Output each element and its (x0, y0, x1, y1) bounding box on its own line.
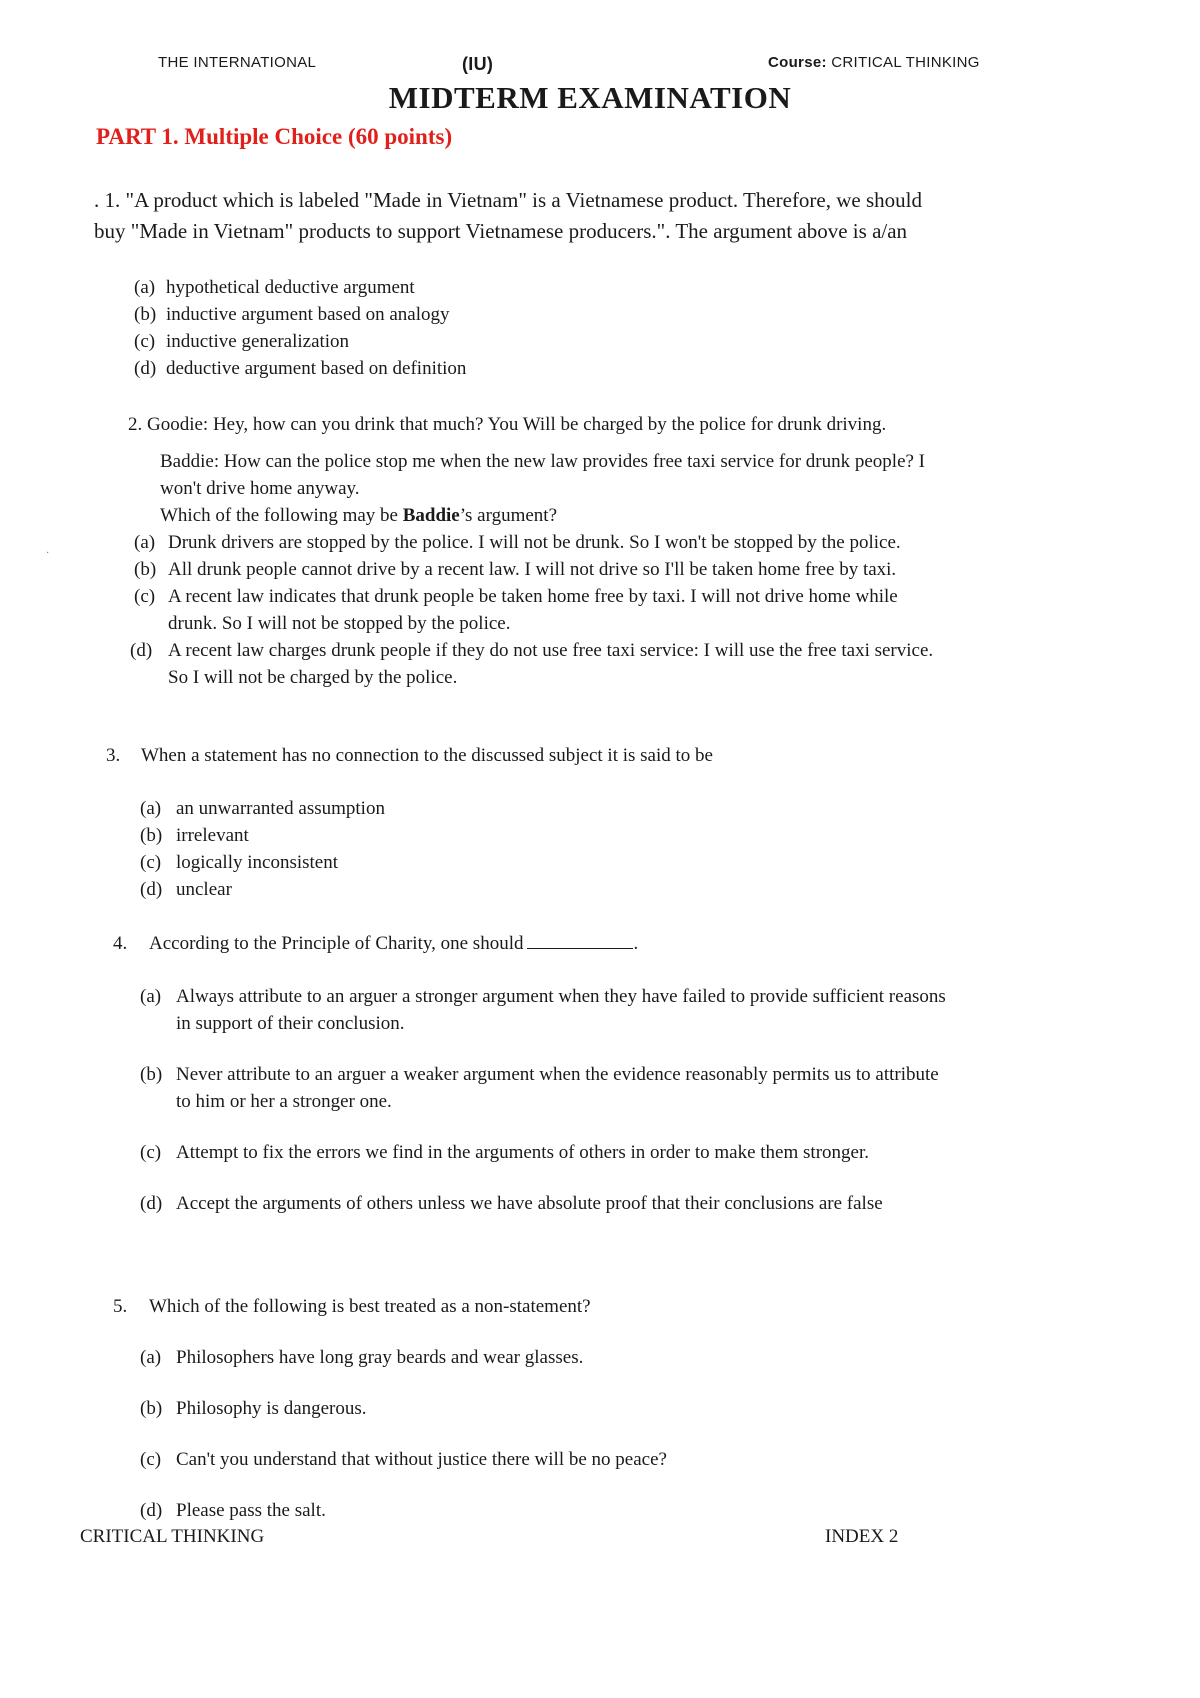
q1-option-d-label: (d) (134, 358, 157, 379)
q5-option-b-label: (b) (140, 1398, 163, 1419)
q2-option-b-label: (b) (134, 559, 157, 580)
q3-text: When a statement has no connection to the discussed subject it is said to be (141, 745, 713, 766)
q4-option-b-text-line2: to him or her a stronger one. (176, 1091, 392, 1112)
q3-option-a-label: (a) (140, 798, 162, 819)
q3-option-d-text: unclear (176, 879, 232, 900)
q5-option-b-text: Philosophy is dangerous. (176, 1398, 367, 1419)
q4-text: According to the Principle of Charity, one should (149, 933, 524, 954)
q1-option-d-text: deductive argument based on definition (166, 358, 467, 379)
q4-end: . (633, 933, 639, 954)
q2-option-b-text: All drunk people cannot drive by a recent law. I will not drive so I'll be taken home free by taxi. (168, 559, 897, 580)
q4-stem (149, 932, 638, 956)
header-course-label: Course: (768, 54, 827, 71)
q4-option-b-text-line1: Never attribute to an arguer a weaker argument when the evidence reasonably permits us to attribute (176, 1064, 939, 1085)
q4-option-c-label: (c) (140, 1142, 162, 1163)
q2-option-c-text-line2: drunk. So I will not be stopped by the police. (168, 613, 511, 634)
header-institution: THE INTERNATIONAL (158, 54, 317, 71)
q5-option-c-label: (c) (140, 1449, 162, 1470)
page-title: MIDTERM EXAMINATION (388, 80, 792, 115)
part1-title: PART 1. Multiple Choice (60 points) (96, 124, 453, 149)
header-abbrev: (IU) (462, 54, 494, 74)
q1-option-a-text: hypothetical deductive argument (166, 277, 415, 298)
q4-number: 4. (113, 933, 128, 954)
q2-prompt-suffix: ’s argument? (459, 505, 558, 526)
q3-option-c-label: (c) (140, 852, 162, 873)
q2-option-c-label: (c) (134, 586, 156, 607)
q4-option-d-label: (d) (140, 1193, 163, 1214)
q5-option-d-label: (d) (140, 1500, 163, 1521)
q3-number: 3. (106, 745, 121, 766)
q2-option-d-text-line2: So I will not be charged by the police. (168, 667, 458, 688)
q2-option-c-text-line1: A recent law indicates that drunk people be taken home free by taxi. I will not drive home while (168, 586, 898, 607)
q3-option-d-label: (d) (140, 879, 163, 900)
q2-option-d-label: (d) (130, 640, 153, 661)
q2-prompt (160, 504, 557, 528)
q4-option-d-text: Accept the arguments of others unless we have absolute proof that their conclusions are false (176, 1193, 883, 1214)
q5-option-a-label: (a) (140, 1347, 162, 1368)
q4-option-c-text: Attempt to fix the errors we find in the arguments of others in order to make them stronger. (176, 1142, 869, 1163)
footer-course: CRITICAL THINKING (80, 1526, 265, 1547)
q2-goodie-line: 2. Goodie: Hey, how can you drink that much? You Will be charged by the police for drunk driving. (128, 414, 887, 435)
q4-option-a-text-line1: Always attribute to an arguer a stronger argument when they have failed to provide sufficient reasons (176, 986, 946, 1007)
q5-option-d-text: Please pass the salt. (176, 1500, 326, 1521)
q2-option-d-text-line1: A recent law charges drunk people if they do not use free taxi service: I will use the free taxi service. (168, 640, 934, 661)
q4-option-b-label: (b) (140, 1064, 163, 1085)
q5-option-a-text: Philosophers have long gray beards and wear glasses. (176, 1347, 584, 1368)
q1-option-c-label: (c) (134, 331, 156, 352)
q2-prompt-prefix: Which of the following may be (160, 505, 403, 526)
q2-prompt-bold: Baddie (402, 505, 460, 526)
q1-text-line1: . 1. "A product which is labeled "Made in Vietnam" is a Vietnamese product. Therefore, we should (94, 188, 922, 212)
q1-option-c-text: inductive generalization (166, 331, 350, 352)
q4-option-a-label: (a) (140, 986, 162, 1007)
q1-text-line2: buy "Made in Vietnam" products to support Vietnamese producers.". The argument above is a/an (94, 219, 908, 243)
margin-dot: · (46, 548, 50, 559)
header-course-name: CRITICAL THINKING (831, 54, 980, 71)
q1-option-a-label: (a) (134, 277, 156, 298)
q2-baddie-line2: won't drive home anyway. (160, 478, 360, 499)
footer-page-index: INDEX 2 (825, 1526, 899, 1547)
q2-option-a-text: Drunk drivers are stopped by the police. I will not be drunk. So I won't be stopped by the police. (168, 532, 901, 553)
q2-option-a-label: (a) (134, 532, 156, 553)
q5-number: 5. (113, 1296, 128, 1317)
q4-answer-blank (527, 932, 633, 949)
q3-option-b-text: irrelevant (176, 825, 249, 846)
header-course (768, 54, 980, 71)
q3-option-b-label: (b) (140, 825, 163, 846)
q5-option-c-text: Can't you understand that without justice there will be no peace? (176, 1449, 667, 1470)
q2-baddie-line1: Baddie: How can the police stop me when the new law provides free taxi service for drunk people? I (160, 451, 926, 472)
q1-option-b-text: inductive argument based on analogy (166, 304, 450, 325)
q1-option-b-label: (b) (134, 304, 157, 325)
q4-option-a-text-line2: in support of their conclusion. (176, 1013, 405, 1034)
q3-option-c-text: logically inconsistent (176, 852, 339, 873)
q5-text: Which of the following is best treated as a non-statement? (149, 1296, 591, 1317)
q3-option-a-text: an unwarranted assumption (176, 798, 385, 819)
